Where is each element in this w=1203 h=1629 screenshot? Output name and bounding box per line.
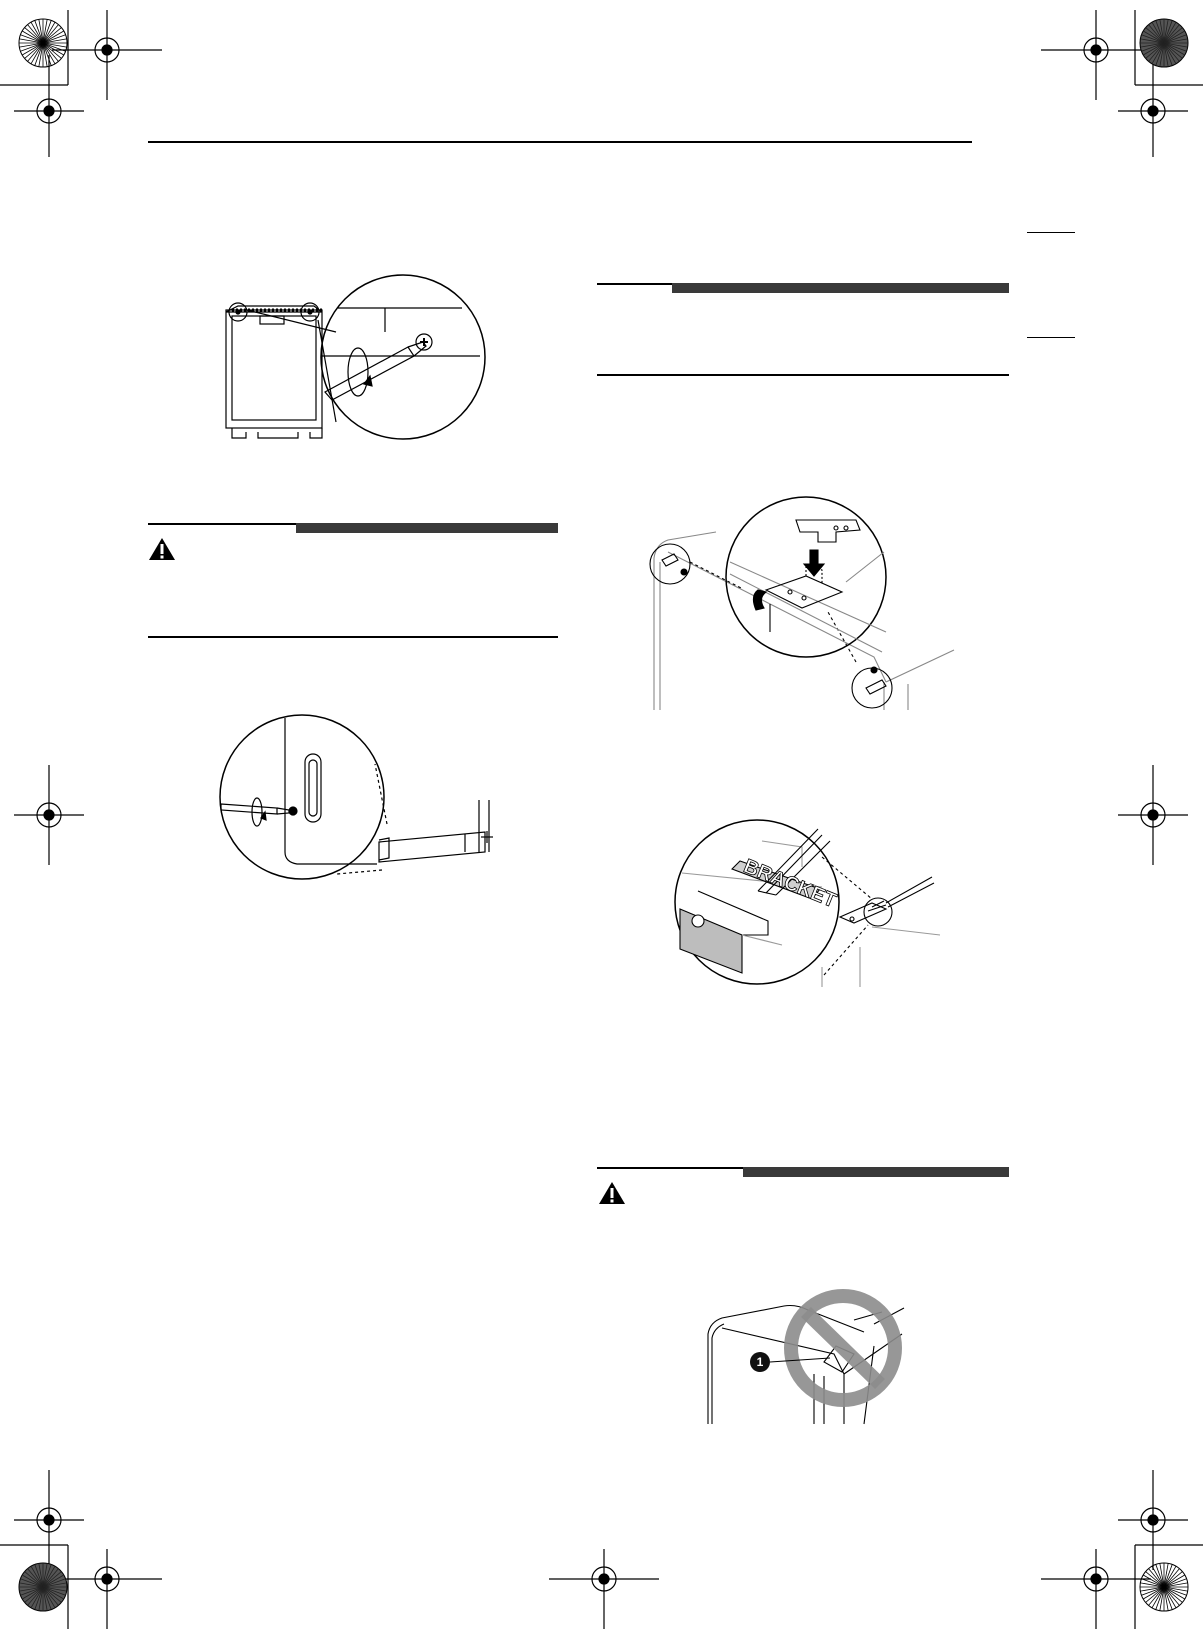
color-target-icon — [1139, 18, 1189, 68]
registration-crosshair-icon — [52, 1549, 162, 1629]
note-footer-rule — [597, 374, 1009, 376]
warning-triangle-icon — [148, 537, 176, 561]
color-target-icon — [18, 1562, 68, 1612]
figure-bracket-marking — [672, 817, 942, 987]
header-rule — [148, 141, 972, 143]
caution-header-bar — [597, 1167, 1009, 1177]
color-target-icon — [18, 18, 68, 68]
registration-crosshair-icon — [1118, 55, 1188, 165]
note-header-bar — [597, 283, 1009, 293]
warning-footer-rule — [148, 636, 558, 638]
warning-triangle-icon — [598, 1181, 626, 1205]
figure-bracket-installation — [646, 492, 966, 714]
callout-marker-1: 1 — [750, 1352, 770, 1372]
registration-crosshair-icon — [14, 765, 84, 865]
registration-crosshair-icon — [14, 55, 84, 165]
registration-crosshair-icon — [1118, 765, 1188, 865]
warning-header-bar — [148, 523, 558, 533]
registration-crosshair-icon — [1041, 1549, 1151, 1629]
side-tab-mark — [1027, 232, 1075, 233]
registration-crosshair-icon — [549, 1549, 659, 1629]
figure-door-screw-removal — [217, 712, 497, 882]
figure-top-screw-removal — [218, 272, 488, 447]
figure-prohibited-bracket — [704, 1284, 914, 1424]
color-target-icon — [1139, 1562, 1189, 1612]
bracket-label: BRACKET — [740, 855, 840, 913]
side-tab-mark — [1027, 337, 1075, 338]
